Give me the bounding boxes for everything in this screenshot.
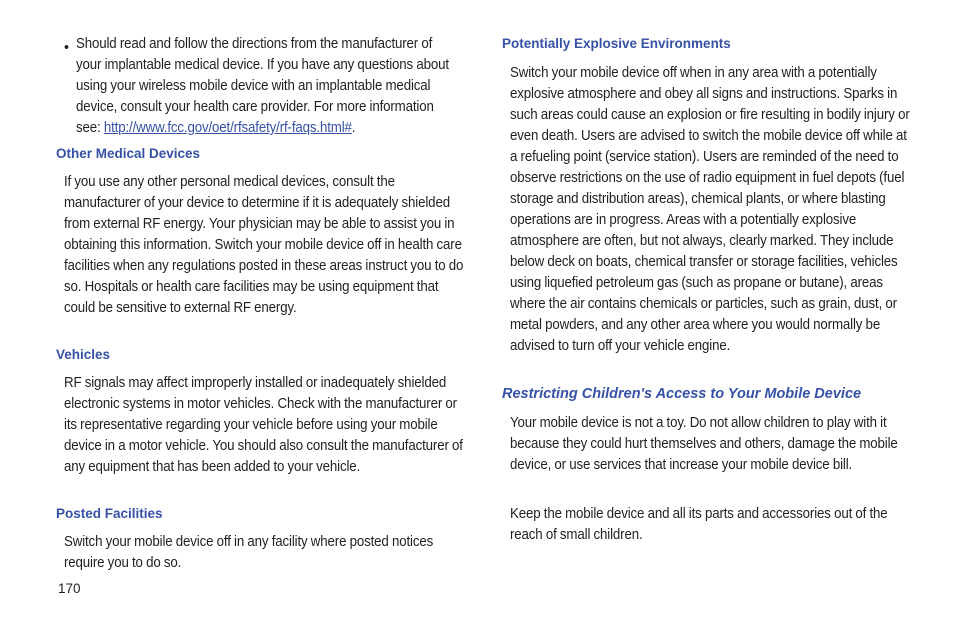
bullet-text: Should read and follow the directions from the manufacturer of your implantable medical device. If you have any questions about using your wireless mobile device with an implantable medical device, consult your health care provider. For more information see:: [76, 36, 449, 136]
fcc-link[interactable]: http://www.fcc.gov/oet/rfsafety/rf-faqs.html#: [103, 120, 352, 136]
heading-restricting-children: Restricting Children's Access to Your Mobile Device: [502, 386, 862, 402]
bullet-marker: •: [64, 40, 70, 56]
heading-posted-facilities: Posted Facilities: [56, 506, 163, 521]
posted-facilities-body: Switch your mobile device off in any facility where posted notices require you to do so.: [64, 534, 434, 571]
children-access-body-2: Keep the mobile device and all its parts and accessories out of the reach of small children.: [510, 506, 888, 543]
bullet-paragraph: [76, 34, 453, 139]
bullet-end: .: [351, 120, 356, 136]
vehicles-body: RF signals may affect improperly installed or inadequately shielded electronic systems in motor vehicles. Check with the manufacturer or its representative regarding your vehicle before using your mobile device in a motor vehicle. You should also consult the manufacturer of any equipment that has been added to your vehicle.: [64, 375, 463, 475]
heading-other-medical-devices: Other Medical Devices: [56, 146, 201, 161]
page-number: 170: [58, 581, 81, 596]
heading-vehicles: Vehicles: [56, 347, 111, 362]
explosive-environments-body: Switch your mobile device off when in any area with a potentially explosive atmosphere and obey all signs and instructions. Sparks in such areas could cause an explosion or fire resulting in bodily injury or even death. Users are advised to switch the mobile device off while at a refueling point (service station). Users are reminded of the need to observe restrictions on the use of radio equipment in fuel depots (fuel storage and distribution areas), chemical plants, or where blasting operations are in progress. Areas with a potentially explosive atmosphere are often, but not always, clearly marked. They include below deck on boats, chemical transfer or storage facilities, vehicles using liquefied petroleum gas (such as propane or butane), areas where the air contains chemicals or particles, such as grain, dust, or metal powders, and any other area where you would normally be advised to turn off your vehicle engine.: [510, 65, 910, 354]
heading-potentially-explosive: Potentially Explosive Environments: [502, 36, 731, 51]
children-access-body-1: Your mobile device is not a toy. Do not allow children to play with it because they could hurt themselves and others, damage the mobile device, or use services that increase your mobile device bill.: [510, 415, 898, 473]
other-medical-devices-body: If you use any other personal medical devices, consult the manufacturer of your device to determine if it is adequately shielded from external RF energy. Your physician may be able to assist you in obtaining this information. Switch your mobile device off in health care facilities when any regulations posted in these areas instruct you to do so. Hospitals or health care facilities may be using equipment that could be sensitive to external RF energy.: [64, 174, 464, 316]
